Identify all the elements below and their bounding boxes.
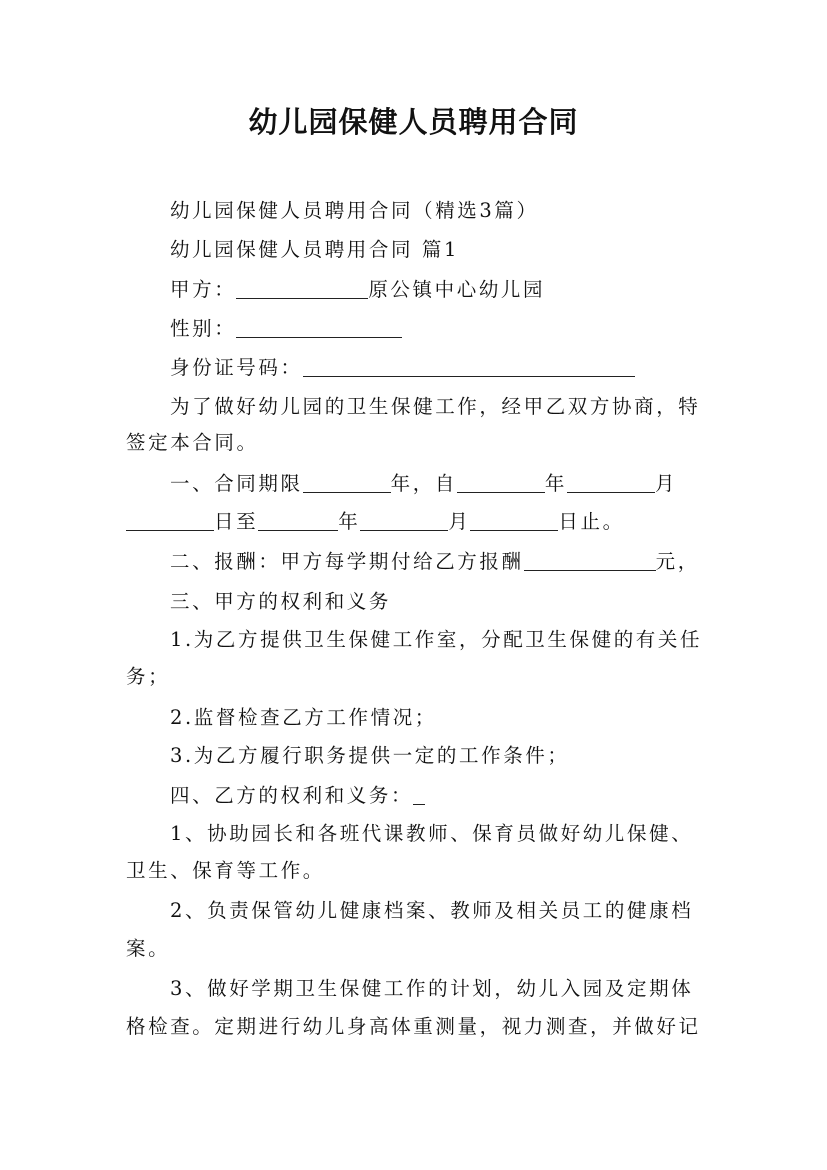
gender-label: 性别： bbox=[170, 317, 237, 340]
id-number-blank bbox=[303, 358, 635, 377]
section1-blank-end-day bbox=[470, 512, 558, 531]
section1-blank-end-month bbox=[360, 512, 448, 531]
party-a-value: 原公镇中心幼儿园 bbox=[368, 278, 546, 301]
section4-item1-line-1: 1、协助园长和各班代课教师、保育员做好幼儿保健、 bbox=[170, 822, 694, 845]
section1-blank-start-day bbox=[126, 512, 214, 531]
section2-blank-amount bbox=[524, 552, 656, 571]
document-title: 幼儿园保健人员聘用合同 bbox=[248, 105, 579, 139]
section4-item2-line-1: 2、负责保管幼儿健康档案、教师及相关员工的健康档 bbox=[170, 899, 694, 922]
gender-line bbox=[126, 315, 755, 343]
section3-item3: 3.为乙方履行职务提供一定的工作条件； bbox=[170, 744, 570, 767]
section1-line-1 bbox=[126, 470, 755, 498]
section1-blank-start-year bbox=[457, 474, 545, 493]
section1-day-end: 日止。 bbox=[558, 510, 625, 533]
section4-item2-line-2: 案。 bbox=[126, 937, 171, 960]
section1-from: 自 bbox=[434, 472, 457, 495]
section4-heading-blank bbox=[413, 786, 425, 805]
section1-year2: 年 bbox=[544, 472, 568, 495]
party-a-line bbox=[126, 276, 755, 304]
party-a-blank bbox=[236, 280, 368, 299]
section1-line-2 bbox=[126, 508, 711, 536]
section3-item1-line-2: 务； bbox=[126, 665, 171, 688]
section1-prefix: 一、合同期限 bbox=[170, 472, 303, 495]
section1-blank-end-year bbox=[258, 512, 338, 531]
section1-year: 年， bbox=[390, 472, 435, 495]
section2-unit: 元， bbox=[655, 550, 700, 573]
section4-heading-line bbox=[126, 782, 755, 810]
section3-item1-line-1: 1.为乙方提供卫生保健工作室，分配卫生保健的有关任 bbox=[170, 628, 703, 651]
section4-item1-line-2: 卫生、保育等工作。 bbox=[126, 859, 325, 882]
section1-month: 月 bbox=[655, 472, 678, 495]
section1-year3: 年 bbox=[338, 510, 361, 533]
section1-day-to: 日至 bbox=[214, 510, 259, 533]
party-a-label: 甲方： bbox=[170, 278, 237, 301]
intro-line-1: 为了做好幼儿园的卫生保健工作，经甲乙双方协商，特 bbox=[170, 395, 701, 418]
section1-blank-years bbox=[303, 474, 391, 493]
document-subtitle: 幼儿园保健人员聘用合同（精选3篇） bbox=[170, 199, 539, 222]
id-number-line bbox=[126, 354, 755, 382]
section3-heading: 三、甲方的权利和义务 bbox=[170, 590, 392, 613]
section2-line bbox=[126, 548, 755, 576]
section4-item3-line-1: 3、做好学期卫生保健工作的计划，幼儿入园及定期体 bbox=[170, 977, 694, 1000]
intro-line-2: 签定本合同。 bbox=[126, 431, 259, 454]
part-heading: 幼儿园保健人员聘用合同 篇1 bbox=[170, 238, 460, 261]
section4-item3-line-2: 格检查。定期进行幼儿身高体重测量，视力测查，并做好记 bbox=[126, 1015, 701, 1038]
section1-month2: 月 bbox=[448, 510, 471, 533]
gender-blank bbox=[236, 319, 402, 338]
section1-blank-start-month bbox=[567, 474, 655, 493]
section3-item2: 2.监督检查乙方工作情况； bbox=[170, 706, 437, 729]
id-number-label: 身份证号码： bbox=[170, 356, 303, 379]
section2-prefix: 二、报酬：甲方每学期付给乙方报酬 bbox=[170, 550, 524, 573]
section4-heading: 四、乙方的权利和义务： bbox=[170, 784, 414, 807]
